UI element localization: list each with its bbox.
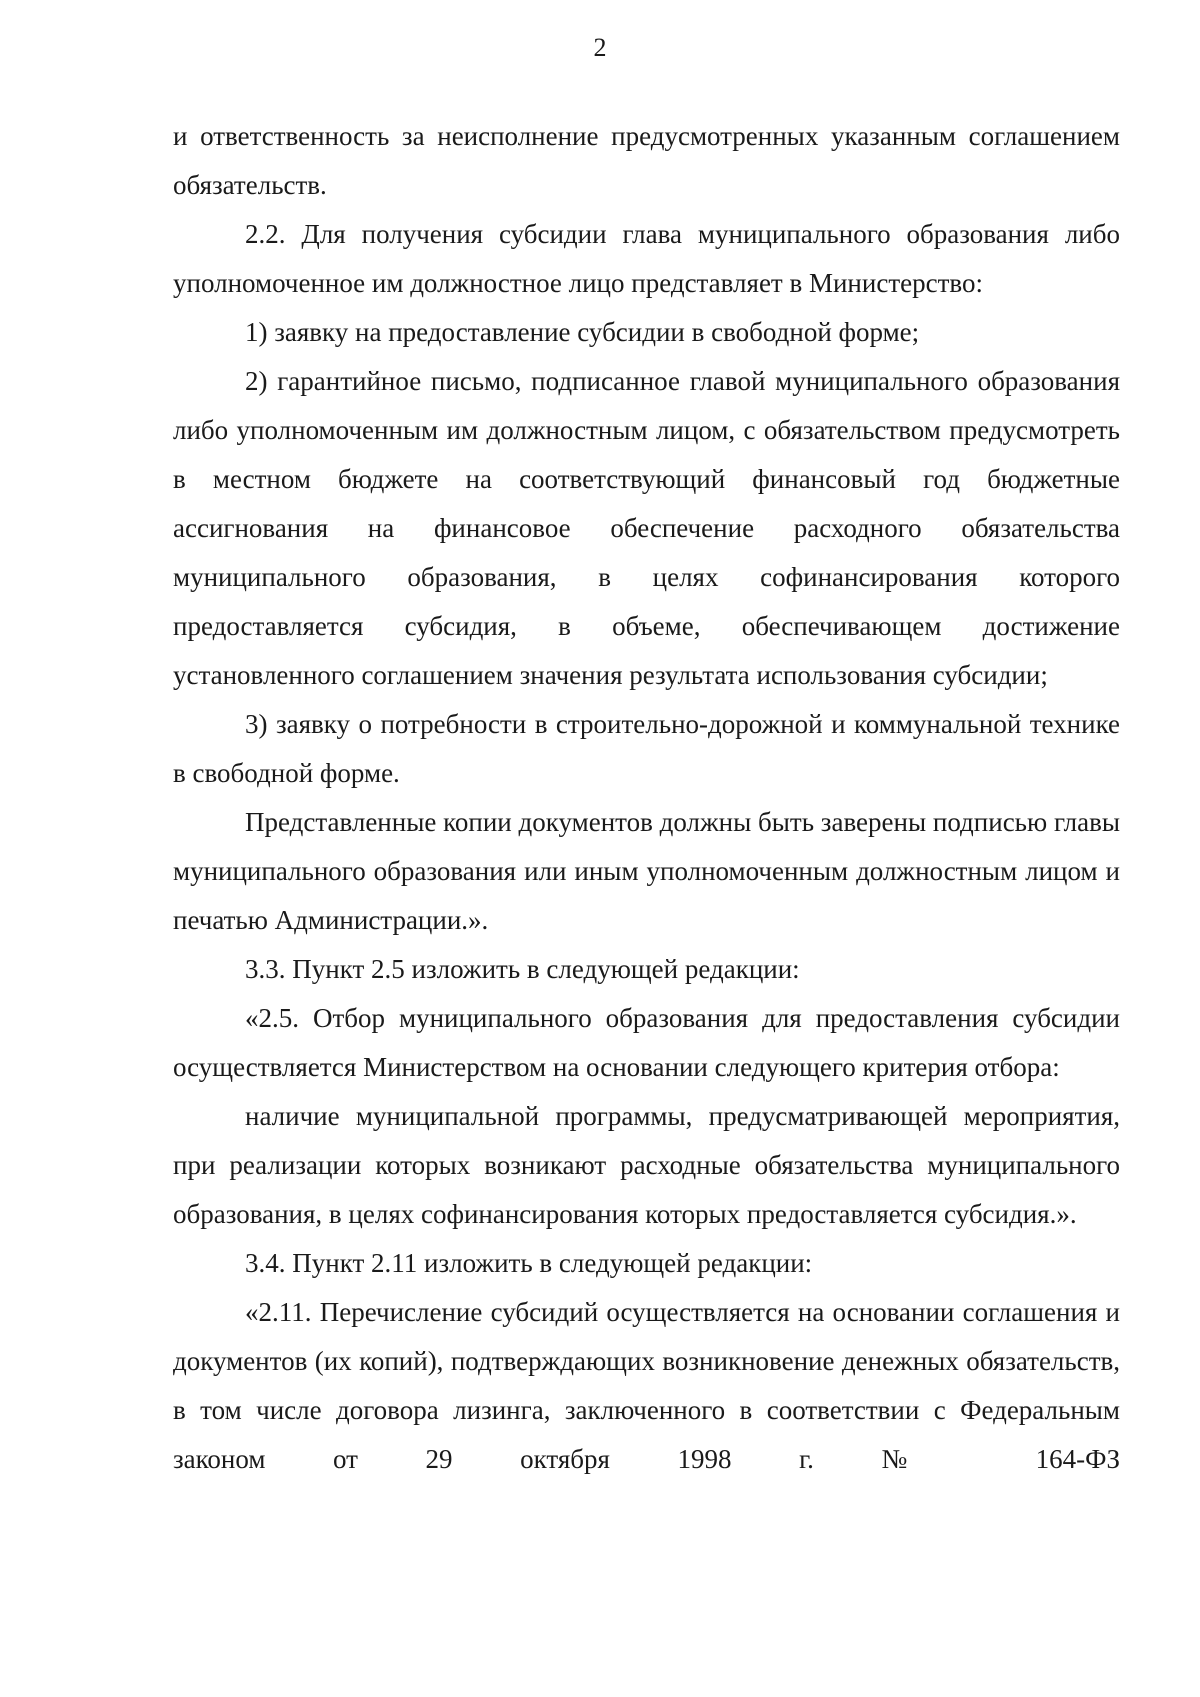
paragraph-3-4: 3.4. Пункт 2.11 изложить в следующей редакции:: [245, 1248, 813, 1278]
paragraph-3-3: 3.3. Пункт 2.5 изложить в следующей редакции:: [245, 954, 800, 984]
paragraph-2-5: «2.5. Отбор муниципального образования для предоставления субсидии осуществляется Министерством на основании следующего критерия отбора:: [173, 1003, 1120, 1082]
paragraph-2-2: 2.2. Для получения субсидии глава муниципального образования либо уполномоченное им должностное лицо представляет в Министерство:: [173, 219, 1120, 298]
paragraph-criterion: наличие муниципальной программы, предусматривающей мероприятия, при реализации которых возникают расходные обязательства муниципального образования, в целях софинансирования которых предоставляется субсидия.».: [173, 1101, 1120, 1229]
document-body: [173, 112, 1120, 1484]
paragraph-item-1: 1) заявку на предоставление субсидии в свободной форме;: [245, 317, 920, 347]
paragraph-liability: и ответственность за неисполнение предусмотренных указанным соглашением обязательств.: [173, 121, 1120, 200]
paragraph-copies: Представленные копии документов должны быть заверены подписью главы муниципального образования или иным уполномоченным должностным лицом и печатью Администрации.».: [173, 807, 1120, 935]
paragraph-item-2: 2) гарантийное письмо, подписанное главой муниципального образования либо уполномоченным им должностным лицом, с обязательством предусмотреть в местном бюджете на соответствующий финансовый год бюджетные ассигнования на финансовое обеспечение расходного обязательства муниципального образования, в целях софинансирования которого предоставляется субсидия, в объеме, обеспечивающем достижение установленного соглашением значения результата использования субсидии;: [173, 366, 1120, 690]
paragraph-item-3: 3) заявку о потребности в строительно-дорожной и коммунальной технике в свободной форме.: [173, 709, 1120, 788]
paragraph-2-11: «2.11. Перечисление субсидий осуществляется на основании соглашения и документов (их копий), подтверждающих возникновение денежных обязательств, в том числе договора лизинга, заключенного в соответствии с Федеральным законом от 29 октября 1998 г. № 164-ФЗ: [173, 1297, 1120, 1474]
page-number: 2: [593, 33, 607, 62]
